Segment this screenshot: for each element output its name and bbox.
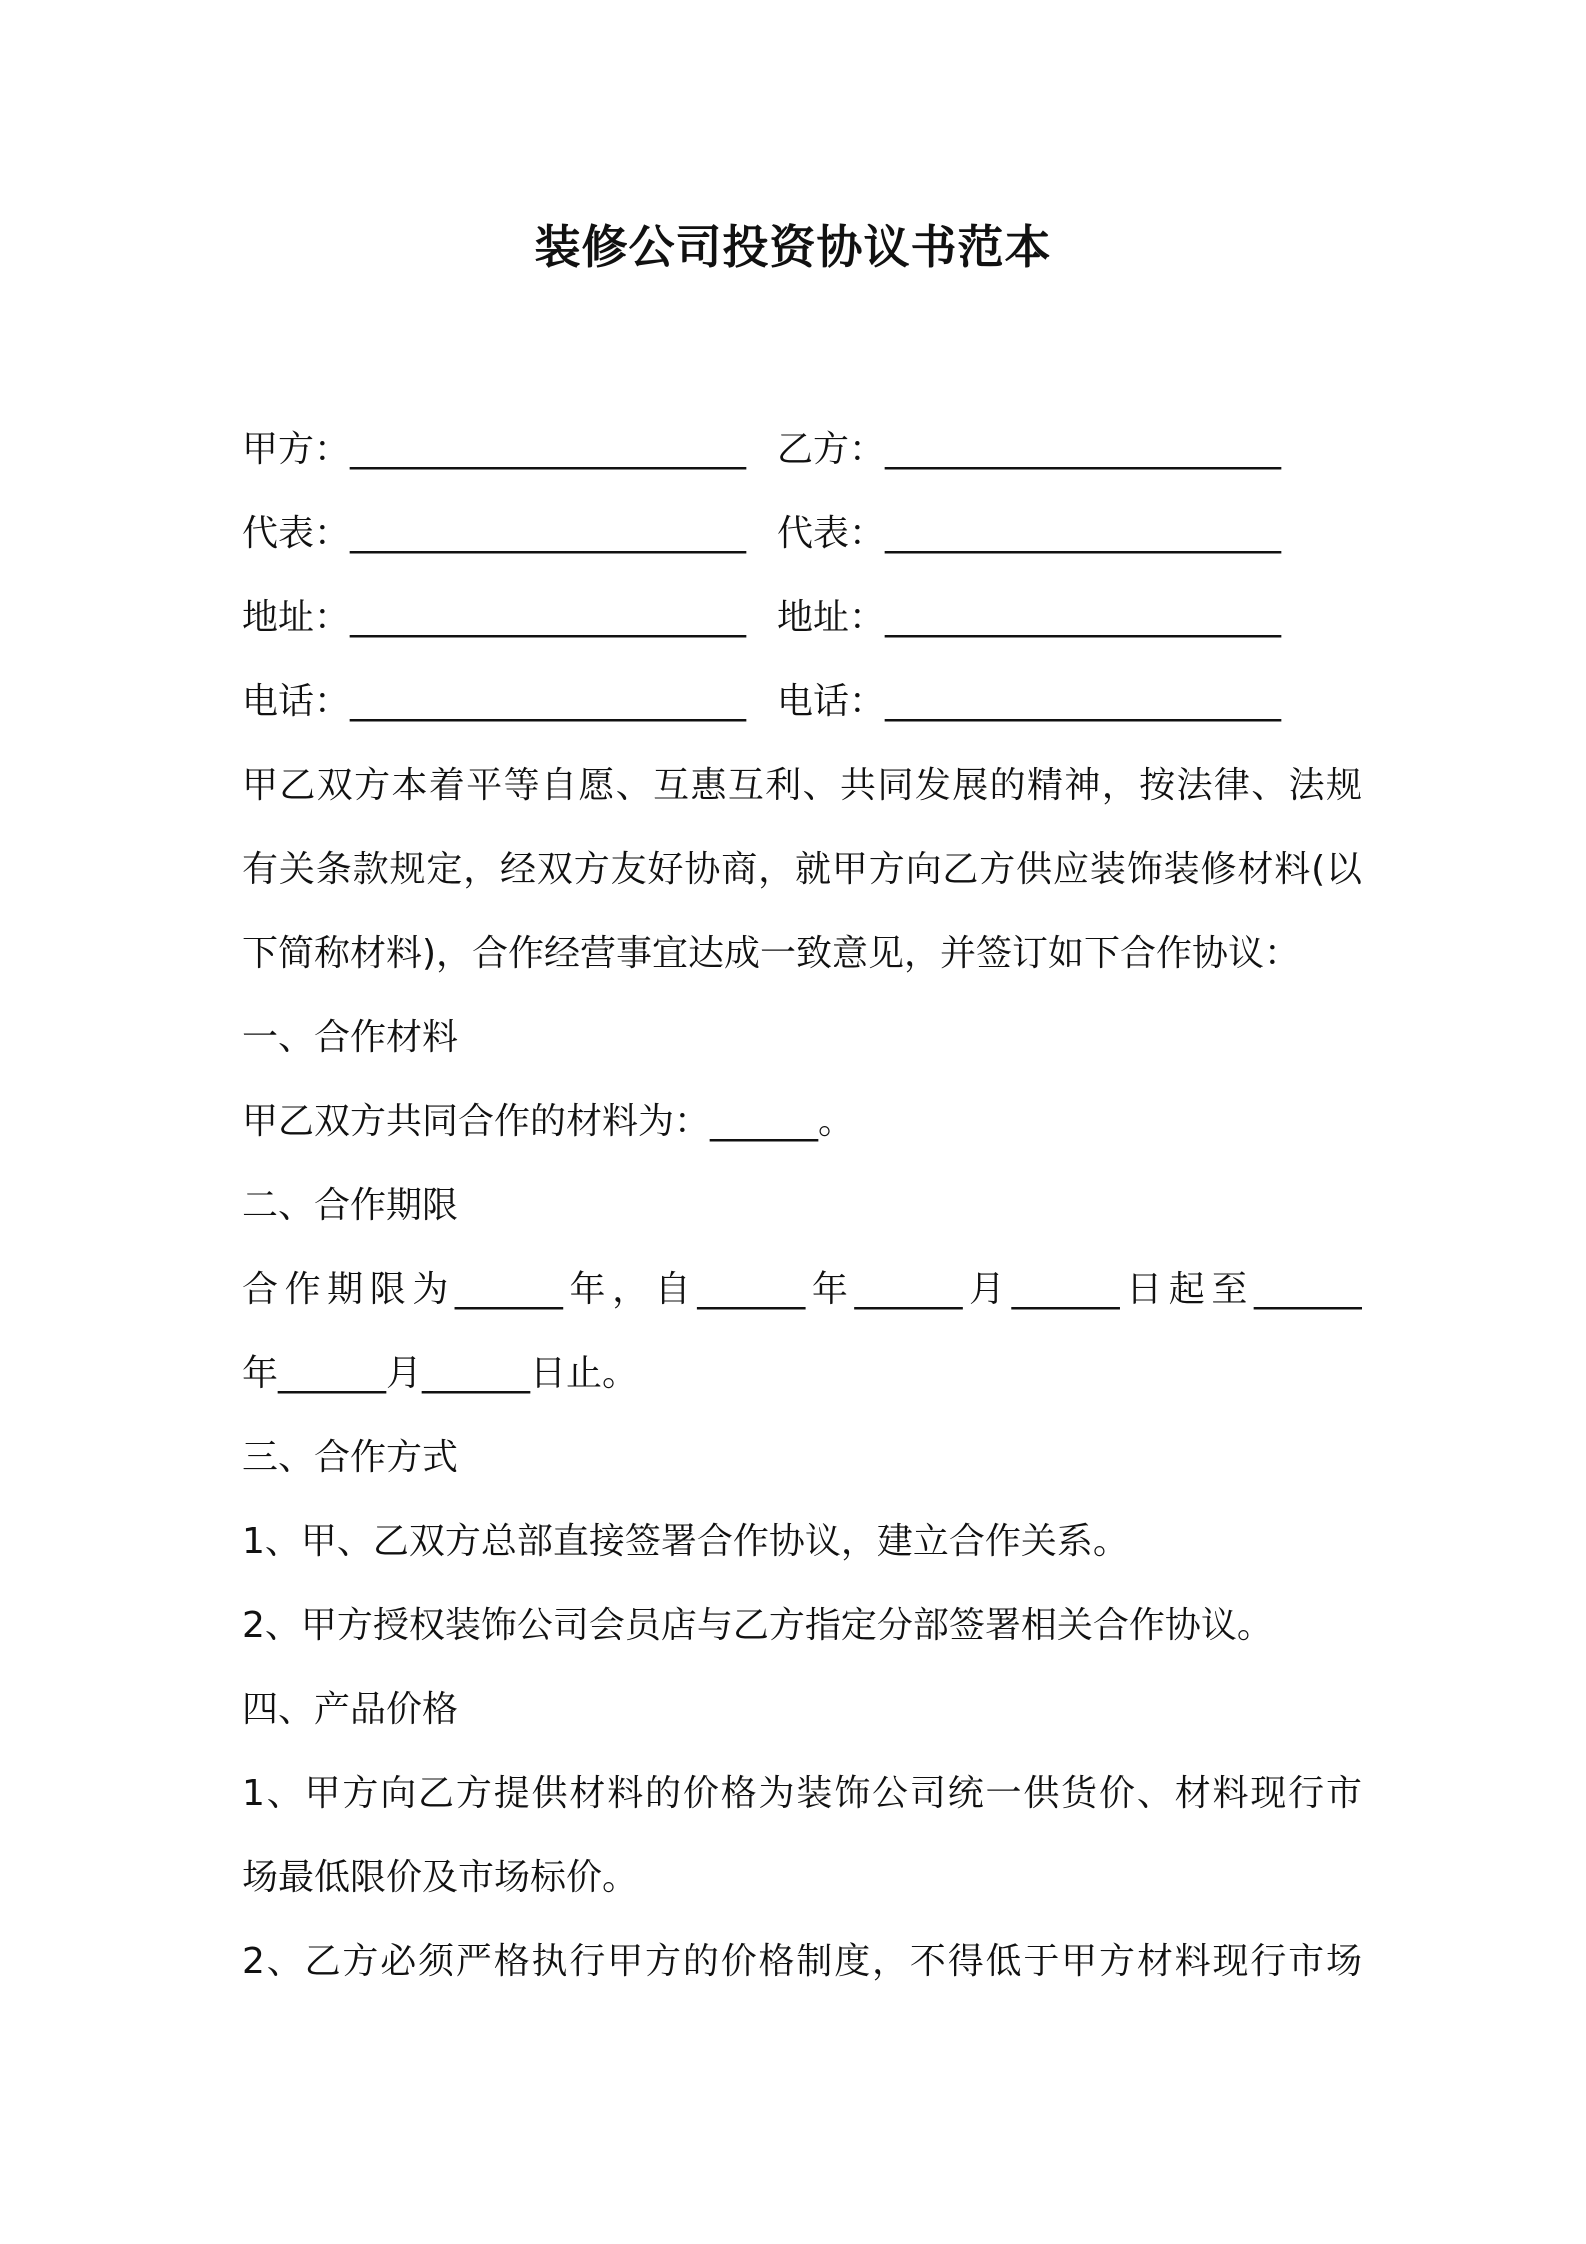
party-a-phone-field: 电话：______________________ [242,681,747,722]
party-row-phone [242,660,1362,744]
intro-line: 甲乙双方本着平等自愿、互惠互利、共同发展的精神，按法律、法规 [242,765,1362,806]
section-heading-price: 四、产品价格 [242,1689,459,1730]
party-b-name-field: 乙方：______________________ [777,429,1282,470]
party-row-address [242,576,1362,660]
party-b-address-field: 地址：______________________ [777,597,1282,638]
party-row-representative [242,492,1362,576]
price-item-2-line: 2、乙方必须严格执行甲方的价格制度，不得低于甲方材料现行市场 [242,1941,1362,1982]
price-item-1-line: 1、甲方向乙方提供材料的价格为装饰公司统一供货价、材料现行市 [242,1773,1362,1814]
term-clause-line: 年______月______日止。 [242,1353,639,1394]
document-body [242,408,1362,2004]
party-row-name [242,408,1362,492]
section-heading-term: 二、合作期限 [242,1185,459,1226]
party-a-address-field: 地址：______________________ [242,597,747,638]
document-title: 装修公司投资协议书范本 [534,220,1052,274]
party-b-representative-field: 代表：______________________ [777,513,1282,554]
method-item-1: 1、甲、乙双方总部直接签署合作协议，建立合作关系。 [242,1521,1129,1562]
section-heading-materials: 一、合作材料 [242,1017,459,1058]
party-a-name-field: 甲方：______________________ [242,429,747,470]
party-b-phone-field: 电话：______________________ [777,681,1282,722]
price-item-1-line: 场最低限价及市场标价。 [242,1857,639,1898]
materials-clause: 甲乙双方共同合作的材料为：______。 [242,1101,855,1142]
method-item-2: 2、甲方授权装饰公司会员店与乙方指定分部签署相关合作协议。 [242,1605,1273,1646]
term-clause-line: 合作期限为______年，自______年______月______日起至______ [242,1269,1362,1310]
party-a-representative-field: 代表：______________________ [242,513,747,554]
intro-line: 有关条款规定，经双方友好协商，就甲方向乙方供应装饰装修材料(以 [242,849,1362,890]
intro-line: 下简称材料)，合作经营事宜达成一致意见，并签订如下合作协议： [242,933,1301,974]
section-heading-method: 三、合作方式 [242,1437,459,1478]
